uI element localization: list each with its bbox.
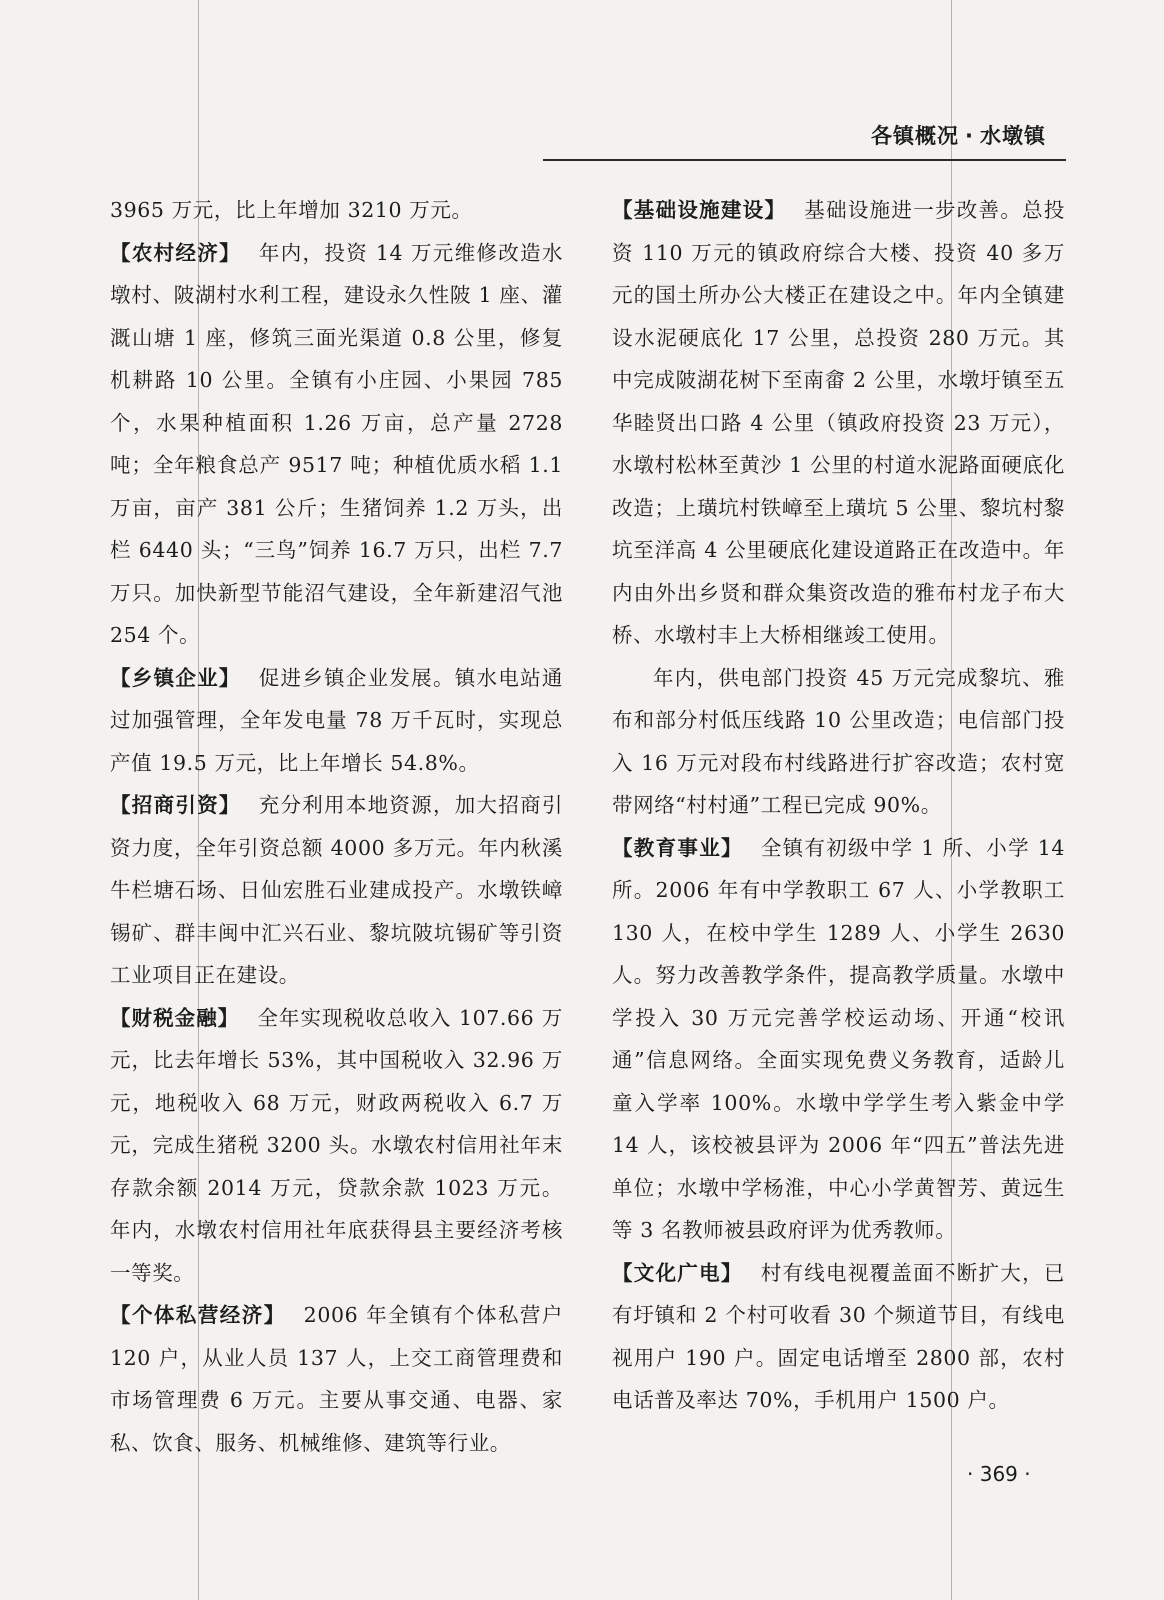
paragraph-text: 年内，投资 14 万元维修改造水墩村、陂湖村水利工程，建设永久性陂 1 座、灌溉山塘 1 座，修筑三面光渠道 0.8 公里，修复机耕路 10 公里。全镇有小庄园、小果园 785 个，水果种植面积 1.26 万亩，总产量 2728 吨；全年粮食总产 9517 吨；种植优质水稻 1.1 万亩，亩产 381 公斤；生猪饲养 1.2 万头，出栏 6440 头；“三鸟”饲养 16.7 万只，出栏 7.7 万只。加快新型节能沼气建设，全年新建沼气池 254 个。 <box>110 240 563 647</box>
section-heading: 【基础设施建设】 <box>612 198 787 222</box>
section-heading: 【教育事业】 <box>612 835 743 860</box>
left-column <box>110 189 563 1464</box>
paragraph-text: 年内，供电部门投资 45 万元完成黎坑、雅布和部分村低压线路 10 公里改造；电信部门投入 16 万元对段布村线路进行扩容改造；农村宽带网络“村村通”工程已完成 90%。 <box>612 665 1065 817</box>
paragraph-text: 全镇有初级中学 1 所、小学 14 所。2006 年有中学教职工 67 人、小学教职工 130 人，在校中学生 1289 人、小学生 2630 人。努力改善教学条件，提高教学质量。水墩中学投入 30 万元完善学校运动场、开通“校讯通”信息网络。全面实现免费义务教育，适龄儿童入学率 100%。水墩中学学生考入紫金中学 14 人，该校被县评为 2006 年“四五”普法先进单位；水墩中学杨淮，中心小学黄智芳、黄远生等 3 名教师被县政府评为优秀教师。 <box>612 835 1065 1242</box>
paragraph-text: 3965 万元，比上年增加 3210 万元。 <box>110 198 473 222</box>
right-column <box>612 189 1065 1422</box>
header-town: 水墩镇 <box>980 124 1046 148</box>
running-header <box>871 120 1046 150</box>
section-heading: 【个体私营经济】 <box>110 1303 286 1327</box>
paragraph-text: 2006 年全镇有个体私营户 120 户，从业人员 137 人，上交工商管理费和市场管理费 6 万元。主要从事交通、电器、家私、饮食、服务、机械维修、建筑等行业。 <box>110 1303 563 1455</box>
paragraph-private-economy <box>110 1294 563 1464</box>
paragraph-education <box>612 827 1065 1252</box>
header-section: 各镇概况 <box>871 124 960 148</box>
paragraph-text: 基础设施进一步改善。总投资 110 万元的镇政府综合大楼、投资 40 多万元的国土所办公大楼正在建设之中。年内全镇建设水泥硬底化 17 公里，总投资 280 万元。其中完成陂湖花树下至南畲 2 公里，水墩圩镇至五华睦贤出口路 4 公里（镇政府投资 23 万元），水墩村松林至黄沙 1 公里的村道水泥路面硬底化改造；上璜坑村铁嶂至上璜坑 5 公里、黎坑村黎坑至洋高 4 公里硬底化建设道路正在改造中。年内由外出乡贤和群众集资改造的雅布村龙子布大桥、水墩村丰上大桥相继竣工使用。 <box>612 198 1065 647</box>
header-separator: · <box>965 124 974 148</box>
section-heading: 【乡镇企业】 <box>110 665 241 690</box>
page-number: · 369 · <box>967 1462 1031 1486</box>
paragraph-continuation <box>110 189 563 232</box>
section-heading: 【农村经济】 <box>110 240 241 265</box>
paragraph-investment-attraction <box>110 784 563 997</box>
header-rule <box>543 159 1066 161</box>
paragraph-culture-broadcasting <box>612 1252 1065 1422</box>
section-heading: 【招商引资】 <box>110 793 241 817</box>
paragraph-text: 村有线电视覆盖面不断扩大，已有圩镇和 2 个村可收看 30 个频道节目，有线电视用户 190 户。固定电话增至 2800 部，农村电话普及率达 70%，手机用户 1500 户。 <box>612 1260 1065 1412</box>
section-heading: 【文化广电】 <box>612 1260 743 1285</box>
paragraph-rural-economy <box>110 232 563 657</box>
paragraph-infrastructure <box>612 189 1065 657</box>
section-heading: 【财税金融】 <box>110 1005 240 1030</box>
paragraph-text: 充分利用本地资源，加大招商引资力度，全年引资总额 4000 多万元。年内秋溪牛栏塘石场、日仙宏胜石业建成投产。水墩铁嶂锡矿、群丰闽中汇兴石业、黎坑陂坑锡矿等引资工业项目正在建设。 <box>110 793 563 987</box>
paragraph-township-enterprises <box>110 657 563 785</box>
paragraph-finance-taxation <box>110 997 563 1295</box>
paragraph-text: 全年实现税收总收入 107.66 万元，比去年增长 53%，其中国税收入 32.96 万元，地税收入 68 万元，财政两税收入 6.7 万元，完成生猪税 3200 头。水墩农村信用社年末存款余额 2014 万元，贷款余款 1023 万元。年内，水墩农村信用社年底获得县主要经济考核一等奖。 <box>110 1005 564 1285</box>
paragraph-text: 促进乡镇企业发展。镇水电站通过加强管理，全年发电量 78 万千瓦时，实现总产值 19.5 万元，比上年增长 54.8%。 <box>110 665 563 775</box>
paragraph-power-telecom <box>612 657 1065 827</box>
